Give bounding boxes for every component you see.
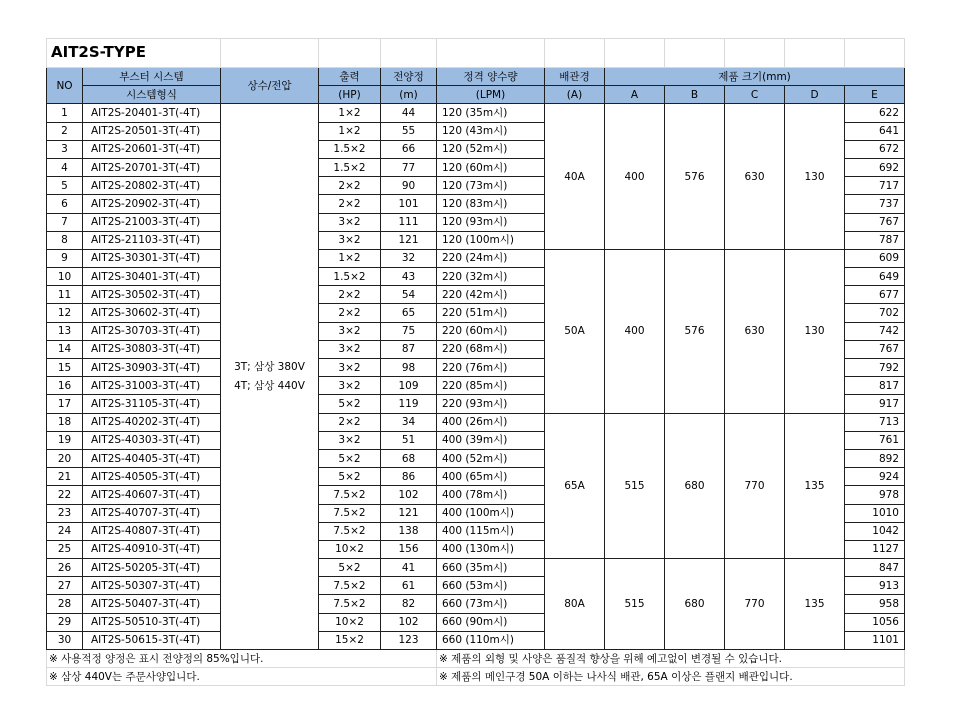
row-no: 27 [47, 577, 83, 595]
row-model: AIT2S-40303-3T(-4T) [83, 431, 221, 449]
row-output-hp: 1×2 [319, 122, 381, 140]
row-head: 109 [381, 377, 437, 395]
row-model: AIT2S-40505-3T(-4T) [83, 468, 221, 486]
group-dim-d: 130 [785, 104, 845, 250]
row-head: 156 [381, 540, 437, 558]
row-dim-e: 924 [845, 468, 905, 486]
row-output-hp: 3×2 [319, 231, 381, 249]
row-dim-e: 1010 [845, 504, 905, 522]
row-dim-e: 767 [845, 213, 905, 231]
row-dim-e: 913 [845, 577, 905, 595]
row-output-hp: 7.5×2 [319, 486, 381, 504]
header-row-1 [47, 68, 905, 86]
row-head: 101 [381, 195, 437, 213]
row-no: 26 [47, 559, 83, 577]
row-dim-e: 917 [845, 395, 905, 413]
row-head: 121 [381, 231, 437, 249]
row-rated-flow: 120 (83m시) [437, 195, 545, 213]
row-dim-e: 978 [845, 486, 905, 504]
row-output-hp: 2×2 [319, 413, 381, 431]
row-no: 5 [47, 177, 83, 195]
row-dim-e: 1127 [845, 540, 905, 558]
row-model: AIT2S-50510-3T(-4T) [83, 613, 221, 631]
group-dim-c: 630 [725, 104, 785, 250]
row-dim-e: 609 [845, 249, 905, 267]
note-440v-order: ※ 삼상 440V는 주문사양입니다. [47, 668, 437, 686]
row-rated-flow: 400 (52m시) [437, 449, 545, 467]
note-pipe-connection: ※ 제품의 메인구경 50A 이하는 나사식 배관, 65A 이상은 플랜지 배관입니다. [437, 668, 905, 686]
row-head: 61 [381, 577, 437, 595]
row-head: 98 [381, 359, 437, 377]
row-no: 3 [47, 140, 83, 158]
row-model: AIT2S-20902-3T(-4T) [83, 195, 221, 213]
header-output-unit: (HP) [319, 86, 381, 104]
row-output-hp: 1.5×2 [319, 268, 381, 286]
row-no: 15 [47, 359, 83, 377]
row-head: 87 [381, 340, 437, 358]
group-dim-b: 680 [665, 559, 725, 650]
header-rated-flow: 정격 양수량 [437, 68, 545, 86]
header-rated-flow-unit: (LPM) [437, 86, 545, 104]
row-dim-e: 761 [845, 431, 905, 449]
row-output-hp: 3×2 [319, 377, 381, 395]
row-head: 65 [381, 304, 437, 322]
row-dim-e: 792 [845, 359, 905, 377]
row-rated-flow: 400 (130m시) [437, 540, 545, 558]
row-output-hp: 7.5×2 [319, 595, 381, 613]
row-model: AIT2S-40607-3T(-4T) [83, 486, 221, 504]
row-rated-flow: 220 (60m시) [437, 322, 545, 340]
header-head: 전양정 [381, 68, 437, 86]
row-head: 138 [381, 522, 437, 540]
row-rated-flow: 400 (100m시) [437, 504, 545, 522]
group-pipe-size: 50A [545, 249, 605, 413]
group-dim-a: 400 [605, 104, 665, 250]
row-model: AIT2S-21003-3T(-4T) [83, 213, 221, 231]
group-dim-d: 130 [785, 249, 845, 413]
row-no: 19 [47, 431, 83, 449]
row-dim-e: 713 [845, 413, 905, 431]
row-head: 77 [381, 158, 437, 176]
row-head: 119 [381, 395, 437, 413]
row-model: AIT2S-31003-3T(-4T) [83, 377, 221, 395]
header-row-2 [47, 86, 905, 104]
row-model: AIT2S-50615-3T(-4T) [83, 631, 221, 649]
row-head: 111 [381, 213, 437, 231]
group-dim-a: 400 [605, 249, 665, 413]
row-rated-flow: 400 (39m시) [437, 431, 545, 449]
header-system-model: 시스템형식 [83, 86, 221, 104]
header-pipe-unit: (A) [545, 86, 605, 104]
row-no: 13 [47, 322, 83, 340]
row-no: 29 [47, 613, 83, 631]
row-rated-flow: 660 (73m시) [437, 595, 545, 613]
row-model: AIT2S-20601-3T(-4T) [83, 140, 221, 158]
row-head: 123 [381, 631, 437, 649]
row-rated-flow: 660 (90m시) [437, 613, 545, 631]
header-dim-b: B [665, 86, 725, 104]
table-row [47, 559, 905, 577]
row-output-hp: 1×2 [319, 249, 381, 267]
row-output-hp: 10×2 [319, 613, 381, 631]
group-pipe-size: 40A [545, 104, 605, 250]
phase-voltage-cell [221, 104, 319, 650]
row-head: 54 [381, 286, 437, 304]
row-dim-e: 958 [845, 595, 905, 613]
row-model: AIT2S-40202-3T(-4T) [83, 413, 221, 431]
row-output-hp: 7.5×2 [319, 522, 381, 540]
group-dim-a: 515 [605, 413, 665, 559]
row-rated-flow: 220 (68m시) [437, 340, 545, 358]
row-output-hp: 3×2 [319, 340, 381, 358]
row-dim-e: 649 [845, 268, 905, 286]
row-no: 8 [47, 231, 83, 249]
row-rated-flow: 120 (35m시) [437, 104, 545, 122]
row-head: 82 [381, 595, 437, 613]
note-row-1 [47, 650, 905, 668]
row-dim-e: 847 [845, 559, 905, 577]
row-model: AIT2S-50307-3T(-4T) [83, 577, 221, 595]
row-rated-flow: 220 (42m시) [437, 286, 545, 304]
row-head: 102 [381, 486, 437, 504]
row-output-hp: 3×2 [319, 213, 381, 231]
row-rated-flow: 660 (110m시) [437, 631, 545, 649]
row-model: AIT2S-50407-3T(-4T) [83, 595, 221, 613]
row-dim-e: 742 [845, 322, 905, 340]
row-model: AIT2S-30401-3T(-4T) [83, 268, 221, 286]
spec-table [46, 38, 905, 686]
row-no: 10 [47, 268, 83, 286]
row-no: 24 [47, 522, 83, 540]
row-output-hp: 1.5×2 [319, 158, 381, 176]
row-dim-e: 641 [845, 122, 905, 140]
row-no: 17 [47, 395, 83, 413]
row-head: 90 [381, 177, 437, 195]
note-row-2 [47, 668, 905, 686]
row-output-hp: 2×2 [319, 304, 381, 322]
voltage-line-2: 4T; 삼상 440V [234, 379, 305, 392]
row-model: AIT2S-21103-3T(-4T) [83, 231, 221, 249]
row-no: 7 [47, 213, 83, 231]
row-rated-flow: 400 (78m시) [437, 486, 545, 504]
row-rated-flow: 400 (65m시) [437, 468, 545, 486]
row-output-hp: 5×2 [319, 559, 381, 577]
row-dim-e: 622 [845, 104, 905, 122]
row-dim-e: 1042 [845, 522, 905, 540]
row-dim-e: 702 [845, 304, 905, 322]
row-head: 44 [381, 104, 437, 122]
row-rated-flow: 400 (26m시) [437, 413, 545, 431]
row-model: AIT2S-20501-3T(-4T) [83, 122, 221, 140]
row-model: AIT2S-30903-3T(-4T) [83, 359, 221, 377]
group-pipe-size: 65A [545, 413, 605, 559]
row-rated-flow: 120 (43m시) [437, 122, 545, 140]
row-rated-flow: 120 (93m시) [437, 213, 545, 231]
header-phase-voltage: 상수/전압 [221, 68, 319, 104]
row-output-hp: 3×2 [319, 322, 381, 340]
row-model: AIT2S-30502-3T(-4T) [83, 286, 221, 304]
row-output-hp: 7.5×2 [319, 504, 381, 522]
row-output-hp: 7.5×2 [319, 577, 381, 595]
sheet-title: AIT2S-TYPE [47, 39, 221, 68]
row-no: 16 [47, 377, 83, 395]
row-model: AIT2S-20401-3T(-4T) [83, 104, 221, 122]
row-rated-flow: 120 (73m시) [437, 177, 545, 195]
row-output-hp: 15×2 [319, 631, 381, 649]
header-dim-a: A [605, 86, 665, 104]
row-rated-flow: 400 (115m시) [437, 522, 545, 540]
group-dim-d: 135 [785, 413, 845, 559]
row-head: 41 [381, 559, 437, 577]
row-no: 1 [47, 104, 83, 122]
row-output-hp: 2×2 [319, 286, 381, 304]
row-no: 28 [47, 595, 83, 613]
row-no: 18 [47, 413, 83, 431]
group-dim-c: 770 [725, 413, 785, 559]
row-no: 4 [47, 158, 83, 176]
row-rated-flow: 120 (52m시) [437, 140, 545, 158]
row-model: AIT2S-30602-3T(-4T) [83, 304, 221, 322]
row-no: 25 [47, 540, 83, 558]
row-dim-e: 672 [845, 140, 905, 158]
row-rated-flow: 220 (51m시) [437, 304, 545, 322]
row-model: AIT2S-20701-3T(-4T) [83, 158, 221, 176]
row-output-hp: 5×2 [319, 395, 381, 413]
row-no: 11 [47, 286, 83, 304]
row-rated-flow: 220 (32m시) [437, 268, 545, 286]
row-no: 22 [47, 486, 83, 504]
row-dim-e: 677 [845, 286, 905, 304]
row-no: 23 [47, 504, 83, 522]
header-product-size: 제품 크기(mm) [605, 68, 905, 86]
note-spec-change: ※ 제품의 외형 및 사양은 품질적 향상을 위해 예고없이 변경될 수 있습니다. [437, 650, 905, 668]
header-dim-d: D [785, 86, 845, 104]
row-model: AIT2S-30703-3T(-4T) [83, 322, 221, 340]
row-no: 12 [47, 304, 83, 322]
header-no: NO [47, 68, 83, 104]
row-dim-e: 717 [845, 177, 905, 195]
row-rated-flow: 220 (93m시) [437, 395, 545, 413]
table-row [47, 413, 905, 431]
row-no: 9 [47, 249, 83, 267]
row-no: 21 [47, 468, 83, 486]
row-dim-e: 787 [845, 231, 905, 249]
row-no: 6 [47, 195, 83, 213]
row-no: 14 [47, 340, 83, 358]
row-output-hp: 5×2 [319, 449, 381, 467]
row-rated-flow: 660 (53m시) [437, 577, 545, 595]
row-dim-e: 737 [845, 195, 905, 213]
row-rated-flow: 220 (76m시) [437, 359, 545, 377]
row-rated-flow: 660 (35m시) [437, 559, 545, 577]
row-no: 2 [47, 122, 83, 140]
row-output-hp: 1.5×2 [319, 140, 381, 158]
row-dim-e: 692 [845, 158, 905, 176]
header-dim-e: E [845, 86, 905, 104]
row-output-hp: 2×2 [319, 177, 381, 195]
row-dim-e: 1101 [845, 631, 905, 649]
voltage-line-1: 3T; 삼상 380V [234, 360, 305, 373]
group-dim-c: 630 [725, 249, 785, 413]
table-row [47, 249, 905, 267]
group-dim-d: 135 [785, 559, 845, 650]
row-no: 30 [47, 631, 83, 649]
row-model: AIT2S-40405-3T(-4T) [83, 449, 221, 467]
header-output: 출력 [319, 68, 381, 86]
row-dim-e: 767 [845, 340, 905, 358]
row-rated-flow: 220 (85m시) [437, 377, 545, 395]
row-output-hp: 5×2 [319, 468, 381, 486]
row-dim-e: 817 [845, 377, 905, 395]
row-head: 51 [381, 431, 437, 449]
row-head: 43 [381, 268, 437, 286]
row-head: 32 [381, 249, 437, 267]
header-head-unit: (m) [381, 86, 437, 104]
group-dim-c: 770 [725, 559, 785, 650]
row-dim-e: 1056 [845, 613, 905, 631]
group-dim-b: 680 [665, 413, 725, 559]
row-dim-e: 892 [845, 449, 905, 467]
row-model: AIT2S-40707-3T(-4T) [83, 504, 221, 522]
row-model: AIT2S-20802-3T(-4T) [83, 177, 221, 195]
group-pipe-size: 80A [545, 559, 605, 650]
group-dim-a: 515 [605, 559, 665, 650]
row-head: 55 [381, 122, 437, 140]
row-head: 75 [381, 322, 437, 340]
row-output-hp: 10×2 [319, 540, 381, 558]
row-no: 20 [47, 449, 83, 467]
row-output-hp: 2×2 [319, 195, 381, 213]
note-sizing-head: ※ 사용적정 양정은 표시 전양정의 85%입니다. [47, 650, 437, 668]
group-dim-b: 576 [665, 249, 725, 413]
table-body [47, 104, 905, 650]
row-rated-flow: 120 (100m시) [437, 231, 545, 249]
header-dim-c: C [725, 86, 785, 104]
group-dim-b: 576 [665, 104, 725, 250]
row-head: 102 [381, 613, 437, 631]
row-head: 66 [381, 140, 437, 158]
header-booster-system: 부스터 시스템 [83, 68, 221, 86]
row-output-hp: 1×2 [319, 104, 381, 122]
row-head: 86 [381, 468, 437, 486]
row-model: AIT2S-31105-3T(-4T) [83, 395, 221, 413]
row-model: AIT2S-40807-3T(-4T) [83, 522, 221, 540]
row-output-hp: 3×2 [319, 431, 381, 449]
row-rated-flow: 120 (60m시) [437, 158, 545, 176]
row-model: AIT2S-30301-3T(-4T) [83, 249, 221, 267]
row-model: AIT2S-50205-3T(-4T) [83, 559, 221, 577]
row-model: AIT2S-30803-3T(-4T) [83, 340, 221, 358]
row-head: 68 [381, 449, 437, 467]
header-pipe: 배관경 [545, 68, 605, 86]
table-row [47, 104, 905, 122]
row-output-hp: 3×2 [319, 359, 381, 377]
row-model: AIT2S-40910-3T(-4T) [83, 540, 221, 558]
row-head: 34 [381, 413, 437, 431]
row-head: 121 [381, 504, 437, 522]
row-rated-flow: 220 (24m시) [437, 249, 545, 267]
